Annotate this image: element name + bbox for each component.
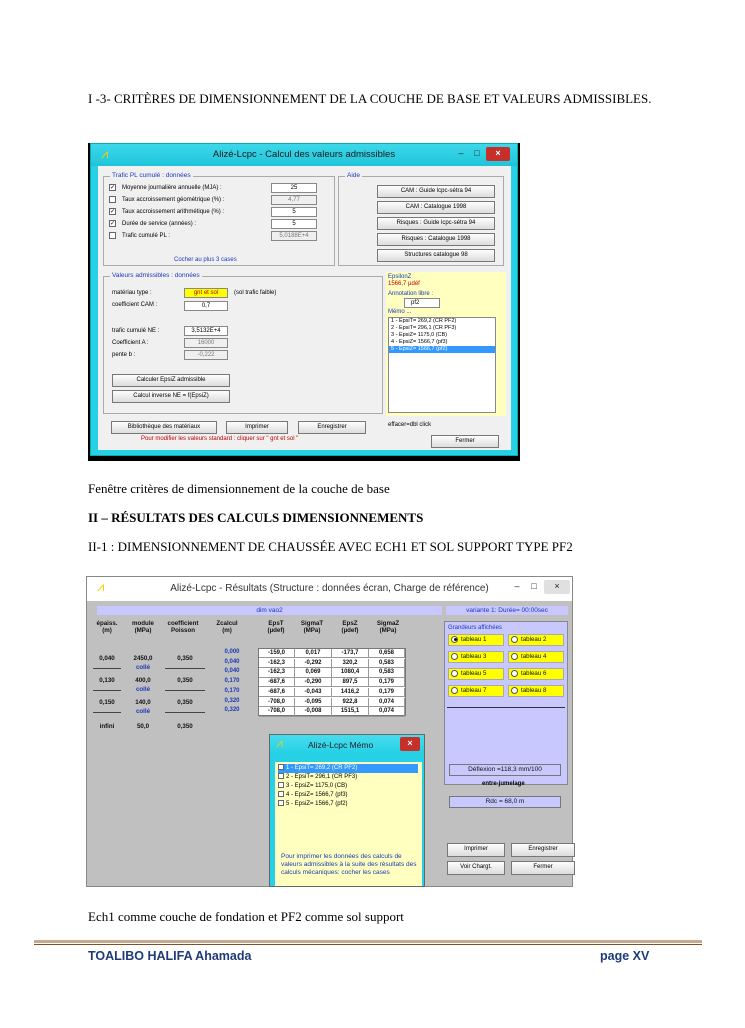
trafic-row-value[interactable]: 5 — [271, 219, 317, 229]
aide-button[interactable]: Risques : Guide lcpc-sétra 94 — [377, 217, 495, 230]
layer-poisson: 0,350 — [177, 723, 193, 730]
layer-divider — [165, 690, 205, 691]
annotation-field[interactable]: pf2 — [404, 298, 440, 308]
layer-module: 140,0 — [135, 699, 151, 706]
memo-item-label: 2 - EpsiT= 296,1 (CR PF3) — [286, 774, 358, 780]
imprimer-button[interactable]: Imprimer — [226, 421, 288, 434]
zcalcul-value: 0,040 — [224, 668, 240, 675]
checkbox[interactable] — [278, 773, 284, 779]
trafic-row-label: Trafic cumulé PL : — [122, 233, 170, 240]
biblio-button[interactable]: Bibliothèque des matériaux — [111, 421, 217, 434]
section-heading: II – RÉSULTATS DES CALCULS DIMENSIONNEMENTS — [88, 510, 424, 525]
radio-dot — [511, 670, 518, 677]
aide-group — [338, 172, 504, 266]
calc-epsiz-button[interactable]: Calculer EpsiZ admissible — [112, 374, 230, 387]
tableau-radio[interactable] — [448, 685, 504, 697]
result-cell: 0,017 — [295, 649, 332, 658]
zcalcul-value: 0,040 — [224, 658, 240, 665]
pente-label: pente b : — [112, 352, 136, 358]
result-cell: 0,069 — [295, 668, 332, 677]
radio-dot — [451, 687, 458, 694]
result-cell: 1515,1 — [332, 707, 369, 716]
epsilon-value: 1566,7 µdéf — [388, 281, 420, 287]
window-titlebar — [91, 144, 517, 166]
tableau-radio[interactable] — [508, 668, 564, 680]
memo-window — [269, 734, 425, 887]
result-cell: 0,583 — [369, 659, 405, 668]
tableau-radio-label: tableau 1 — [461, 636, 487, 643]
tableau-radio[interactable] — [448, 651, 504, 663]
aide-button[interactable]: Structures catalogue 98 — [377, 249, 495, 262]
result-cell: 0,074 — [369, 707, 405, 716]
checkbox-checked[interactable]: ✓ — [110, 185, 116, 191]
structure-name: dim vao2 — [97, 606, 442, 615]
window-title: Alizé-Lcpc - Calcul des valeurs admissibles — [212, 149, 396, 160]
checkbox[interactable] — [278, 800, 284, 806]
tableau-radio[interactable] — [508, 651, 564, 663]
layer-divider — [165, 668, 205, 669]
trafic-hint: Cocher au plus 3 cases — [174, 257, 237, 263]
materiau-label: matériau type : — [112, 290, 152, 296]
memo-list-item[interactable] — [278, 773, 418, 782]
layer-thickness: 0,130 — [99, 677, 115, 684]
result-cell: 0,074 — [369, 698, 405, 707]
footer-author: TOALIBO HALIFA Ahamada — [88, 949, 252, 963]
layer-poisson: 0,350 — [177, 655, 193, 662]
aide-button[interactable]: CAM : Guide lcpc-sétra 94 — [377, 185, 495, 198]
result-cell: 0,658 — [369, 649, 405, 658]
rdc-box: Rdc = 68,0 m — [449, 796, 561, 808]
radio-dot — [451, 670, 458, 677]
ne-label: trafic cumulé NE : — [112, 328, 160, 334]
radio-dot — [451, 653, 458, 660]
result-cell: -0,043 — [295, 688, 332, 697]
aide-button[interactable]: Risques : Catalogue 1998 — [377, 233, 495, 246]
window-client — [98, 166, 511, 450]
tableau-radio-label: tableau 2 — [521, 636, 547, 643]
trafic-row — [109, 220, 196, 227]
admissible-values-window — [88, 143, 520, 461]
tableau-radio-label: tableau 7 — [461, 687, 487, 694]
memo-list-item[interactable] — [278, 764, 418, 773]
trafic-row — [109, 184, 222, 191]
calc-inverse-button[interactable]: Calcul inverse NE = f(EpsiZ) — [112, 390, 230, 403]
epsilon-label: EpsilonZ — [388, 274, 412, 280]
result-cell: -162,3 — [259, 668, 295, 677]
memo-item-label: 4 - EpsiZ= 1566,7 (pf3) — [286, 792, 348, 798]
radio-dot — [511, 653, 518, 660]
tableau-radio[interactable] — [508, 634, 564, 646]
layer-divider — [165, 712, 205, 713]
materiau-field[interactable]: gnt et sol — [184, 288, 228, 298]
checkbox[interactable] — [278, 791, 284, 797]
result-cell: -0,008 — [295, 707, 332, 716]
variante-label: variante 1: Durée= 00:00sec — [446, 606, 568, 615]
column-header: SigmaT (MPa) — [300, 620, 324, 634]
close-icon[interactable]: × — [486, 147, 510, 161]
column-header: épaiss. (m) — [96, 620, 118, 634]
zcalcul-value: 0,170 — [224, 678, 240, 685]
fermer-button[interactable]: Fermer — [511, 861, 575, 875]
figure-caption: Ech1 comme couche de fondation et PF2 comme sol support — [88, 909, 404, 924]
minimize-icon[interactable]: – — [514, 581, 520, 591]
checkbox[interactable] — [278, 782, 284, 788]
result-cell: -162,3 — [259, 659, 295, 668]
result-cell: -687,6 — [259, 688, 295, 697]
tableau-radio[interactable] — [508, 685, 564, 697]
column-header: Zcalcul (m) — [216, 620, 238, 634]
deflexion-box: Déflexion =118,3 mm/100 — [449, 764, 561, 776]
trafic-row — [109, 232, 170, 239]
radio-dot — [511, 636, 518, 643]
cam-label: coefficient CAM : — [112, 302, 158, 308]
memo-item-label: 1 - EpsiT= 269,2 (CR PF2) — [286, 765, 358, 771]
alize-logo-icon: ⩘ — [97, 579, 105, 594]
memo-list-item[interactable]: 3 - EpsiZ= 1175,0 (CB) — [391, 332, 447, 338]
fermer-button[interactable]: Fermer — [431, 435, 499, 448]
ne-field[interactable]: 3,5132E+4 — [184, 326, 228, 336]
memo-body — [275, 762, 422, 886]
memo-list-item[interactable] — [278, 800, 418, 809]
results-table — [258, 648, 406, 716]
grandeurs-label: Grandeurs affichées — [448, 625, 502, 631]
window-title: Alizé-Lcpc - Résultats (Structure : données écran, Charge de référence) — [170, 583, 489, 594]
tableau-radio-label: tableau 3 — [461, 653, 487, 660]
divider — [447, 707, 565, 708]
trafic-row-value: 5,0188E+4 — [271, 231, 317, 241]
valeurs-group-title: Valeurs admissibles : données — [112, 272, 200, 279]
result-cell: -708,0 — [259, 707, 295, 716]
results-window — [86, 576, 573, 887]
cam-field[interactable]: 0,7 — [184, 301, 228, 311]
maximize-icon[interactable]: □ — [474, 148, 480, 158]
column-header: module (MPa) — [131, 620, 154, 634]
memo-list-item[interactable]: 2 - EpsiT= 296,1 (CR PF3) — [391, 325, 457, 331]
trafic-row-label: Durée de service (années) : — [122, 221, 197, 228]
result-cell: -0,095 — [295, 698, 332, 707]
radio-dot — [451, 636, 458, 643]
trafic-group — [103, 172, 335, 266]
layer-poisson: 0,350 — [177, 677, 193, 684]
memo-label: Mémo ... — [388, 309, 412, 315]
trafic-row-value: 4,77 — [271, 195, 317, 205]
checkbox[interactable] — [109, 232, 116, 239]
materiau-note: (sol trafic faible) — [234, 290, 277, 296]
tableau-radio-label: tableau 8 — [521, 687, 547, 694]
enregistrer-button[interactable]: Enregistrer — [511, 843, 575, 857]
enregistrer-button[interactable]: Enregistrer — [298, 421, 366, 434]
memo-item-label: 3 - EpsiZ= 1175,0 (CB) — [286, 783, 348, 789]
interface-label: collé — [135, 664, 151, 671]
result-cell: 0,179 — [369, 678, 405, 687]
result-cell: -173,7 — [332, 649, 369, 658]
memo-list-item[interactable]: 5 - EpsiZ= 1566,7 (pf2) — [389, 346, 495, 353]
checkbox-checked[interactable]: ✓ — [110, 209, 116, 215]
layer-divider — [93, 690, 121, 691]
coefa-field: 16000 — [184, 338, 228, 348]
layer-thickness: 0,040 — [99, 655, 115, 662]
layer-module: 2450,0 — [133, 655, 153, 662]
result-cell: 0,583 — [369, 668, 405, 677]
result-cell: 922,8 — [332, 698, 369, 707]
interface-label: collé — [135, 708, 151, 715]
alize-logo-icon: ⩘ — [101, 146, 109, 161]
memo-list[interactable] — [278, 764, 418, 809]
layer-module: 50,0 — [136, 723, 150, 730]
memo-list-item[interactable] — [278, 791, 418, 800]
result-cell: 0,179 — [369, 688, 405, 697]
column-header: coefficient Poisson — [167, 620, 199, 634]
radio-dot — [511, 687, 518, 694]
result-cell: -708,0 — [259, 698, 295, 707]
trafic-row-value[interactable]: 5 — [271, 207, 317, 217]
result-cell: -0,292 — [295, 659, 332, 668]
tableau-radio-label: tableau 5 — [461, 670, 487, 677]
close-icon[interactable]: × — [544, 580, 570, 594]
modify-note: Pour modifier les valeurs standard : cliquer sur " gnt et sol " — [141, 436, 299, 442]
tableau-radio[interactable] — [448, 668, 504, 680]
memo-list[interactable] — [388, 317, 496, 413]
figure-caption: Fenêtre critères de dimensionnement de la couche de base — [88, 481, 390, 496]
layer-poisson: 0,350 — [177, 699, 193, 706]
checkbox-checked[interactable]: ✓ — [110, 221, 116, 227]
zcalcul-value: 0,320 — [224, 697, 240, 704]
aide-button[interactable]: CAM : Catalogue 1998 — [377, 201, 495, 214]
effacer-hint: effacer=dbl click — [388, 422, 432, 428]
tableau-radio-label: tableau 6 — [521, 670, 547, 677]
layer-thickness: 0,150 — [99, 699, 115, 706]
memo-list-item[interactable]: 1 - EpsiT= 269,2 (CR PF2) — [391, 318, 457, 324]
section-heading: I -3- CRITÈRES DE DIMENSIONNEMENT DE LA COUCHE DE BASE ET VALEURS ADMISSIBLES. — [88, 91, 652, 106]
aide-group-title: Aide — [347, 172, 361, 179]
trafic-row — [109, 208, 224, 215]
zcalcul-value: 0,320 — [224, 707, 240, 714]
trafic-row-label: Moyenne journalière annuelle (MJA) : — [122, 185, 222, 192]
minimize-icon[interactable]: – — [458, 148, 464, 158]
column-header: SigmaZ (MPa) — [376, 620, 400, 634]
layer-divider — [93, 712, 121, 713]
tableau-radio[interactable] — [448, 634, 504, 646]
trafic-row-value[interactable]: 25 — [271, 183, 317, 193]
memo-item-label: 5 - EpsiZ= 1566,7 (pf2) — [286, 801, 348, 807]
page-number: page XV — [600, 949, 650, 963]
result-cell: 1080,4 — [332, 668, 369, 677]
memo-title: Alizé-Lcpc Mémo — [308, 740, 374, 750]
layer-thickness: infini — [99, 723, 115, 730]
zcalcul-value: 0,000 — [224, 649, 240, 655]
grandeurs-panel — [444, 621, 568, 785]
layer-module: 400,0 — [135, 677, 151, 684]
column-header: EpsT (µdef) — [267, 620, 285, 634]
memo-titlebar — [270, 735, 424, 753]
close-icon[interactable]: × — [400, 737, 420, 751]
tableau-radio-label: tableau 4 — [521, 653, 547, 660]
imprimer-button[interactable]: Imprimer — [447, 843, 505, 857]
result-cell: -0,290 — [295, 678, 332, 687]
memo-list-item[interactable]: 4 - EpsiZ= 1566,7 (pf3) — [391, 339, 448, 345]
result-cell: -687,6 — [259, 678, 295, 687]
trafic-row — [109, 196, 224, 203]
window-titlebar — [87, 577, 572, 601]
memo-note: Pour imprimer les données des calculs de valeurs admissibles à la suite des résultats des calculs mécaniques: cocher les cases — [281, 853, 417, 876]
annotation-label: Annotation libre : — [388, 291, 434, 297]
layer-divider — [93, 668, 121, 669]
result-cell: 1416,2 — [332, 688, 369, 697]
pente-field: -0,222 — [184, 350, 228, 360]
entre-jumelage-label: entre-jumelage — [482, 781, 525, 787]
checkbox[interactable] — [278, 764, 284, 770]
voir-chargt-button[interactable]: Voir Chargt. — [447, 861, 505, 875]
trafic-group-title: Trafic PL cumulé : données — [112, 172, 191, 179]
coefa-label: Coefficient A : — [112, 340, 149, 346]
trafic-row-label: Taux accroissement arithmétique (%) : — [122, 209, 225, 216]
column-header: EpsZ (µdef) — [341, 620, 359, 634]
memo-list-item[interactable] — [278, 782, 418, 791]
valeurs-group — [103, 272, 383, 414]
memo-panel — [386, 272, 506, 416]
checkbox[interactable] — [109, 196, 116, 203]
interface-label: collé — [135, 686, 151, 693]
result-cell: 897,5 — [332, 678, 369, 687]
section-heading: II-1 : DIMENSIONNEMENT DE CHAUSSÉE AVEC ECH1 ET SOL SUPPORT TYPE PF2 — [88, 539, 573, 554]
result-cell: -159,0 — [259, 649, 295, 658]
footer-rule — [34, 944, 702, 945]
footer-rule — [34, 940, 702, 943]
zcalcul-value: 0,170 — [224, 687, 240, 694]
result-cell: 320,2 — [332, 659, 369, 668]
alize-logo-icon: ⩘ — [276, 736, 283, 750]
maximize-icon[interactable]: □ — [531, 581, 537, 591]
trafic-row-label: Taux accroissement géométrique (%) : — [122, 197, 225, 204]
